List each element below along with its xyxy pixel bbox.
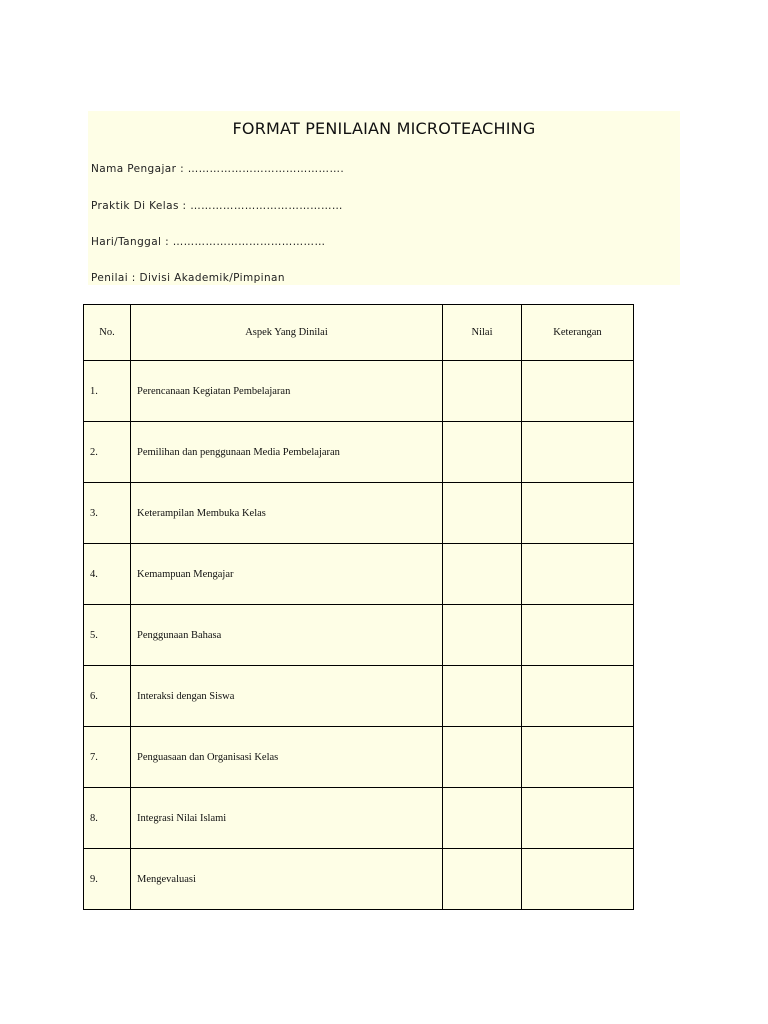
row-keterangan-cell[interactable] xyxy=(522,788,634,849)
row-aspek: Interaksi dengan Siswa xyxy=(131,666,443,727)
row-number: 6. xyxy=(84,666,131,727)
field-praktik-di-kelas: Praktik Di Kelas : …………………………………… xyxy=(91,200,343,212)
row-number: 4. xyxy=(84,544,131,605)
row-nilai-cell[interactable] xyxy=(443,361,522,422)
column-header-nilai: Nilai xyxy=(443,305,522,361)
row-aspek: Pemilihan dan penggunaan Media Pembelajaran xyxy=(131,422,443,483)
row-aspek: Integrasi Nilai Islami xyxy=(131,788,443,849)
row-keterangan-cell[interactable] xyxy=(522,605,634,666)
table-row xyxy=(84,849,634,910)
row-nilai-cell[interactable] xyxy=(443,483,522,544)
row-aspek: Mengevaluasi xyxy=(131,849,443,910)
row-nilai-cell[interactable] xyxy=(443,605,522,666)
row-aspek: Penguasaan dan Organisasi Kelas xyxy=(131,727,443,788)
table-row xyxy=(84,483,634,544)
form-header xyxy=(88,111,680,285)
row-nilai-cell[interactable] xyxy=(443,666,522,727)
row-keterangan-cell[interactable] xyxy=(522,849,634,910)
row-keterangan-cell[interactable] xyxy=(522,666,634,727)
row-keterangan-cell[interactable] xyxy=(522,544,634,605)
table-row xyxy=(84,727,634,788)
row-nilai-cell[interactable] xyxy=(443,849,522,910)
table-row xyxy=(84,544,634,605)
row-number: 2. xyxy=(84,422,131,483)
form-title: FORMAT PENILAIAN MICROTEACHING xyxy=(232,119,536,138)
table-row xyxy=(84,422,634,483)
row-aspek: Kemampuan Mengajar xyxy=(131,544,443,605)
row-number: 3. xyxy=(84,483,131,544)
row-nilai-cell[interactable] xyxy=(443,788,522,849)
row-keterangan-cell[interactable] xyxy=(522,361,634,422)
column-header-keterangan: Keterangan xyxy=(522,305,634,361)
row-keterangan-cell[interactable] xyxy=(522,483,634,544)
table-header-row xyxy=(84,305,634,361)
assessment-table xyxy=(83,304,634,910)
row-keterangan-cell[interactable] xyxy=(522,422,634,483)
table-row xyxy=(84,666,634,727)
column-header-no: No. xyxy=(84,305,131,361)
field-penilai: Penilai : Divisi Akademik/Pimpinan xyxy=(91,272,285,284)
field-nama-pengajar: Nama Pengajar : ……………………………………. xyxy=(91,163,345,175)
table-row xyxy=(84,788,634,849)
row-aspek: Perencanaan Kegiatan Pembelajaran xyxy=(131,361,443,422)
row-number: 5. xyxy=(84,605,131,666)
row-aspek: Keterampilan Membuka Kelas xyxy=(131,483,443,544)
table-row xyxy=(84,605,634,666)
table-row xyxy=(84,361,634,422)
row-aspek: Penggunaan Bahasa xyxy=(131,605,443,666)
column-header-aspek: Aspek Yang Dinilai xyxy=(131,305,443,361)
row-keterangan-cell[interactable] xyxy=(522,727,634,788)
row-number: 7. xyxy=(84,727,131,788)
row-number: 1. xyxy=(84,361,131,422)
row-number: 8. xyxy=(84,788,131,849)
field-hari-tanggal: Hari/Tanggal : …………………………………… xyxy=(91,236,326,248)
row-nilai-cell[interactable] xyxy=(443,727,522,788)
row-number: 9. xyxy=(84,849,131,910)
row-nilai-cell[interactable] xyxy=(443,544,522,605)
row-nilai-cell[interactable] xyxy=(443,422,522,483)
